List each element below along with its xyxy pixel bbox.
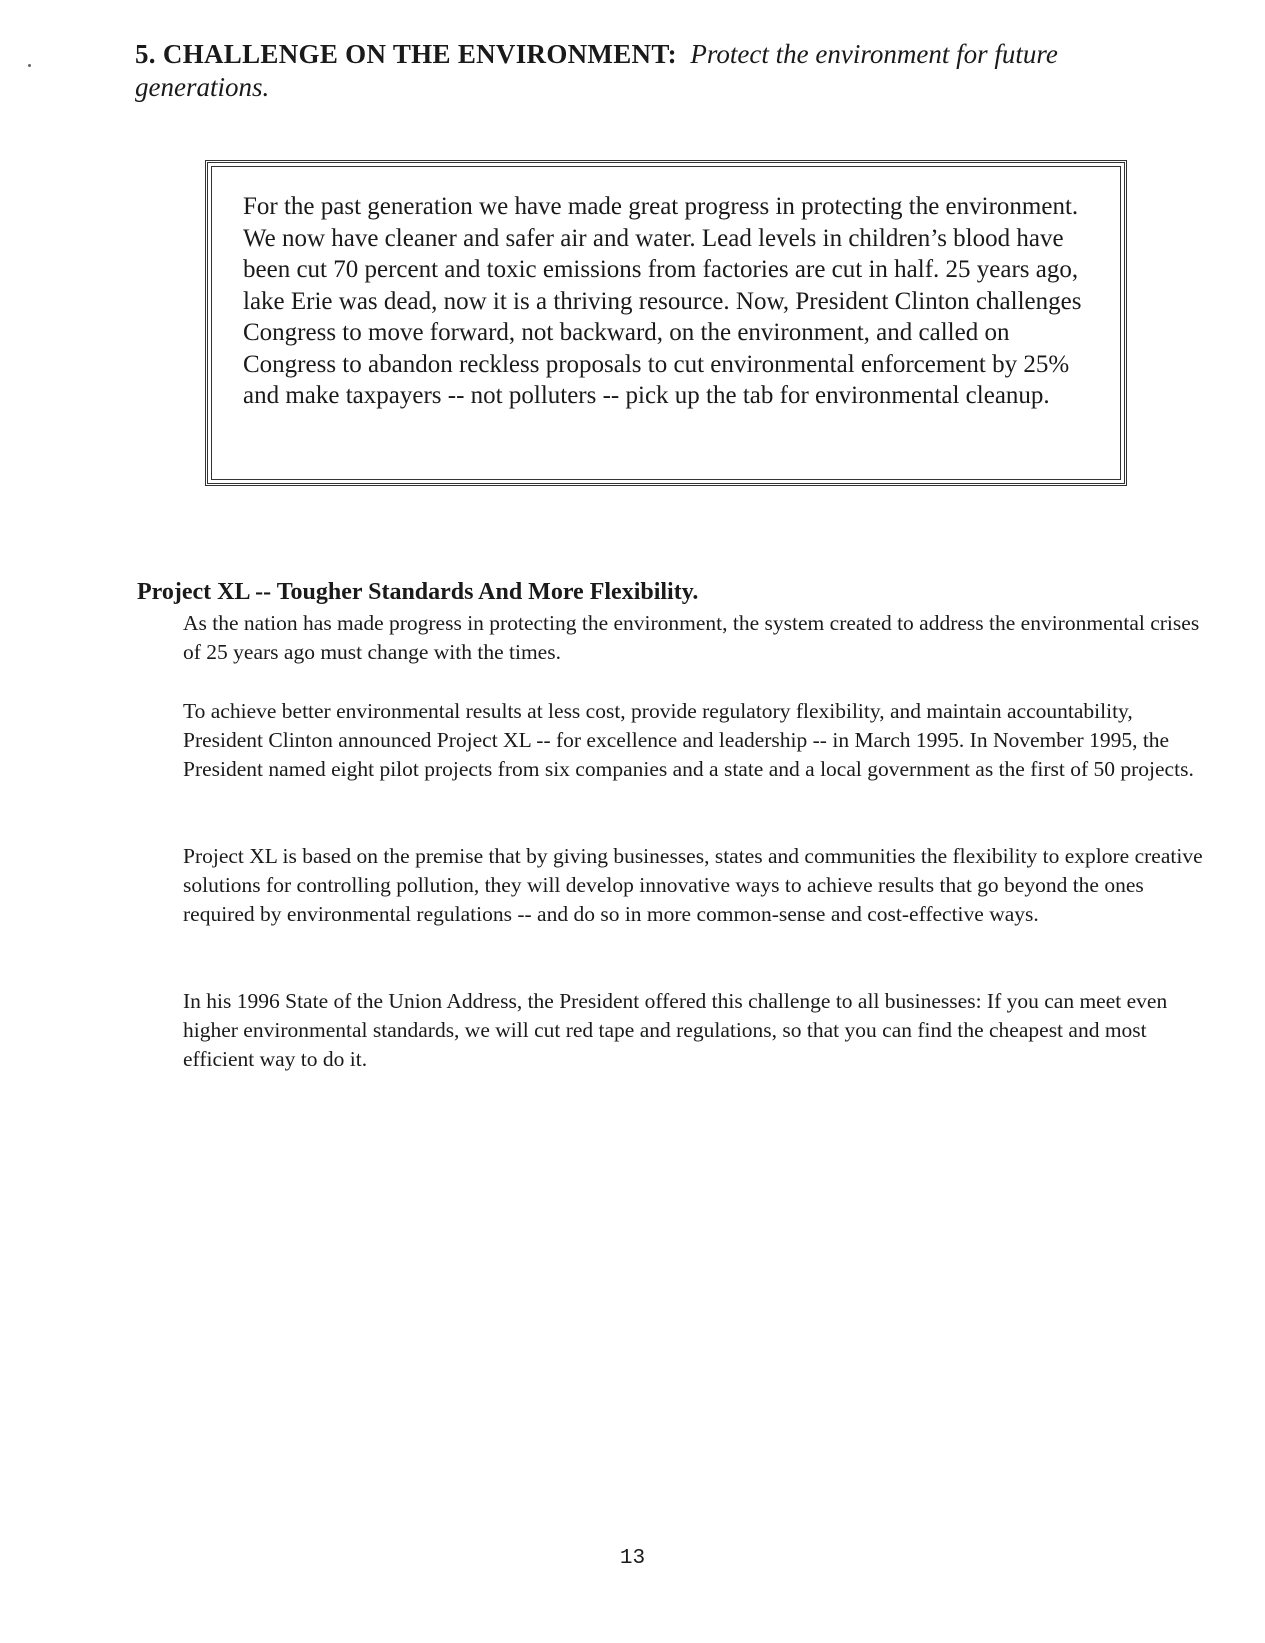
- body-paragraph: In his 1996 State of the Union Address, the President offered this challenge to all businesses: If you can meet even higher environmental standards, we will cut red tape and regulations, so that you can find the cheapest and most efficient way to do it.: [183, 989, 1168, 1071]
- body-paragraph: Project XL is based on the premise that by giving businesses, states and communities the flexibility to explore creative solutions for controlling pollution, they will develop innovative ways to achieve results that go beyond the ones required by environmental regulations -- and do so in more common-sense and cost-effective ways.: [183, 844, 1203, 926]
- body-paragraph: To achieve better environmental results at less cost, provide regulatory flexibility, and maintain accountability, President Clinton announced Project XL -- for excellence and leadership -- in March 1995. In November 1995, the President named eight pilot projects from six companies and a state and a local government as the first of 50 projects.: [183, 699, 1194, 781]
- callout-box: [205, 160, 1127, 486]
- body-paragraph: As the nation has made progress in protecting the environment, the system created to address the environmental crises of 25 years ago must change with the times.: [183, 611, 1200, 664]
- page-number: 13: [619, 1547, 646, 1570]
- section-heading: [135, 38, 1185, 104]
- subsection-title: Project XL -- Tougher Standards And More Flexibility.: [137, 579, 699, 605]
- heading-subtitle: Protect the environment for future generations.: [135, 39, 1058, 102]
- callout-text: For the past generation we have made great progress in protecting the environment. We now have cleaner and safer air and water. Lead levels in children’s blood have been cut 70 percent and toxic emissions from factories are cut in half. 25 years ago, lake Erie was dead, now it is a thriving resource. Now, President Clinton challenges Congress to move forward, not backward, on the environment, and called on Congress to abandon reckless proposals to cut environmental enforcement by 25% and make taxpayers -- not polluters -- pick up the tab for environmental cleanup.: [211, 166, 1121, 480]
- scan-speck: [28, 64, 31, 67]
- heading-number-title: 5. CHALLENGE ON THE ENVIRONMENT:: [135, 39, 677, 69]
